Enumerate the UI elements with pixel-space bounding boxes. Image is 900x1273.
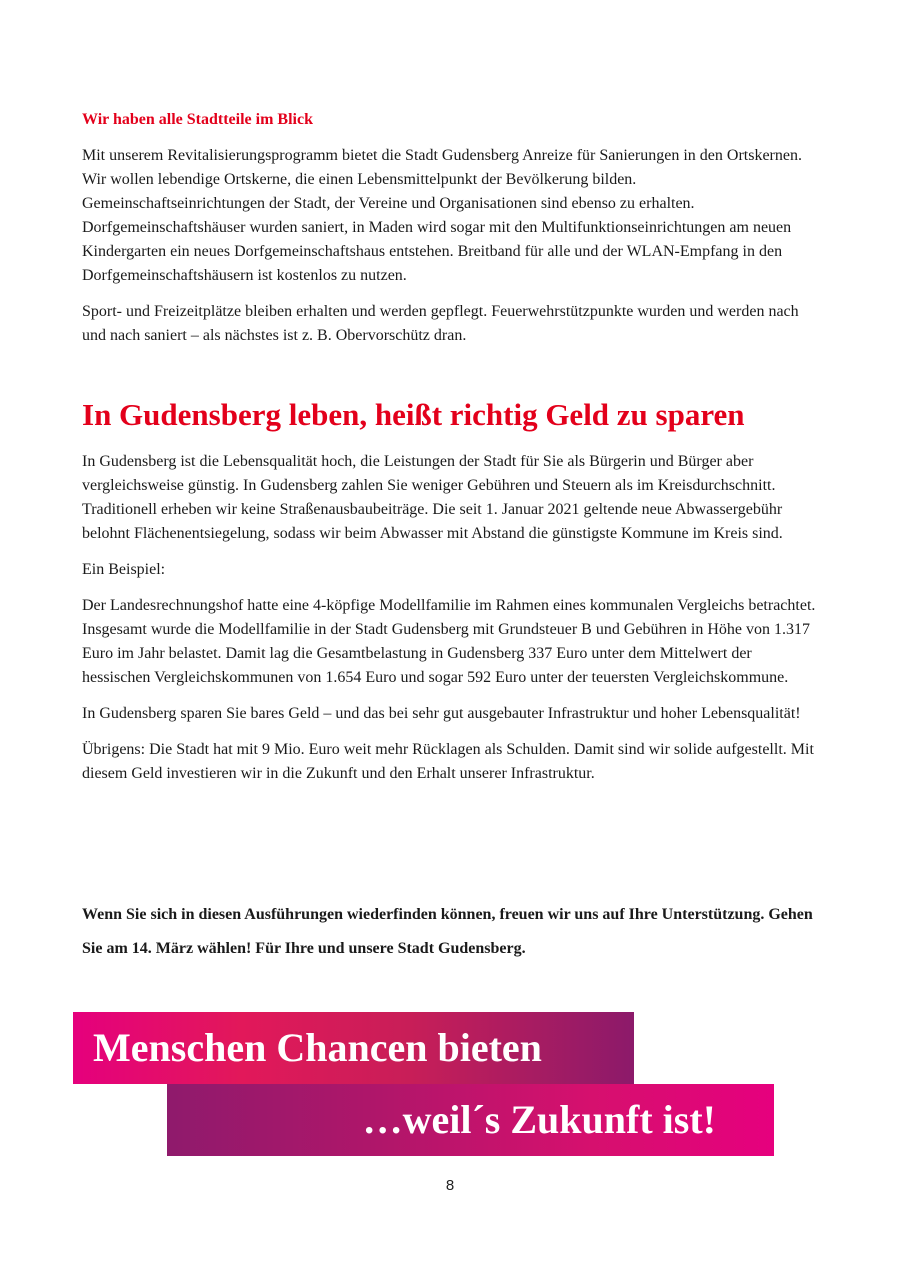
slogan-banner-line2: …weil´s Zukunft ist! xyxy=(167,1084,774,1156)
paragraph: Der Landesrechnungshof hatte eine 4-köpfige Modellfamilie im Rahmen eines kommunalen Vergleichs betrachtet. Insgesamt wurde die Modellfamilie in der Stadt Gudensberg mit Grundsteuer B und Gebühren in Höhe von 1.317 Euro im Jahr belastet. Damit lag die Gesamtbelastung in Gudensberg 337 Euro unter dem Mittelwert der hessischen Vergleichskommunen von 1.654 Euro und sogar 592 Euro unter der teuersten Vergleichskommune. xyxy=(82,597,816,686)
page-number: 8 xyxy=(445,1177,455,1194)
section1-body xyxy=(82,144,822,348)
paragraph: Ein Beispiel: xyxy=(82,561,166,578)
section2-body xyxy=(82,450,822,786)
paragraph: Sport- und Freizeitplätze bleiben erhalten und werden gepflegt. Feuerwehrstützpunkte wurden und werden nach und nach saniert – als nächstes ist z. B. Obervorschütz dran. xyxy=(82,303,799,344)
closing-statement: Wenn Sie sich in diesen Ausführungen wiederfinden können, freuen wir uns auf Ihre Unterstützung. Gehen Sie am 14. März wählen! Für Ihre und unsere Stadt Gudensberg. xyxy=(82,906,813,957)
paragraph: Mit unserem Revitalisierungsprogramm bietet die Stadt Gudensberg Anreize für Sanierungen in den Ortskernen. Wir wollen lebendige Ortskerne, die einen Lebensmittelpunkt der Bevölkerung bilden. Gemeinschaftseinrichtungen der Stadt, der Vereine und Organisationen sind ebenso zu erhalten. Dorfgemeinschaftshäuser wurden saniert, in Maden wird sogar mit den Multifunktionseinrichtungen am neuen Kindergarten ein neues Dorfgemeinschaftshaus entstehen. Breitband für alle und der WLAN-Empfang in den Dorfgemeinschaftshäusern ist kostenlos zu nutzen. xyxy=(82,147,802,284)
paragraph: Übrigens: Die Stadt hat mit 9 Mio. Euro weit mehr Rücklagen als Schulden. Damit sind wir solide aufgestellt. Mit diesem Geld investieren wir in die Zukunft und den Erhalt unserer Infrastruktur. xyxy=(82,741,814,782)
paragraph: In Gudensberg sparen Sie bares Geld – und das bei sehr gut ausgebauter Infrastruktur und hoher Lebensqualität! xyxy=(82,705,801,722)
paragraph: In Gudensberg ist die Lebensqualität hoch, die Leistungen der Stadt für Sie als Bürgerin und Bürger aber vergleichsweise günstig. In Gudensberg zahlen Sie weniger Gebühren und Steuern als im Kreisdurchschnitt. Traditionell erheben wir keine Straßenausbaubeiträge. Die seit 1. Januar 2021 geltende neue Abwassergebühr belohnt Flächenentsiegelung, sodass wir beim Abwasser mit Abstand die günstigste Kommune im Kreis sind. xyxy=(82,453,783,542)
section-heading: In Gudensberg leben, heißt richtig Geld zu sparen xyxy=(82,397,745,432)
section-subheading: Wir haben alle Stadtteile im Blick xyxy=(82,111,313,128)
slogan-banner-line1: Menschen Chancen bieten xyxy=(73,1012,634,1084)
